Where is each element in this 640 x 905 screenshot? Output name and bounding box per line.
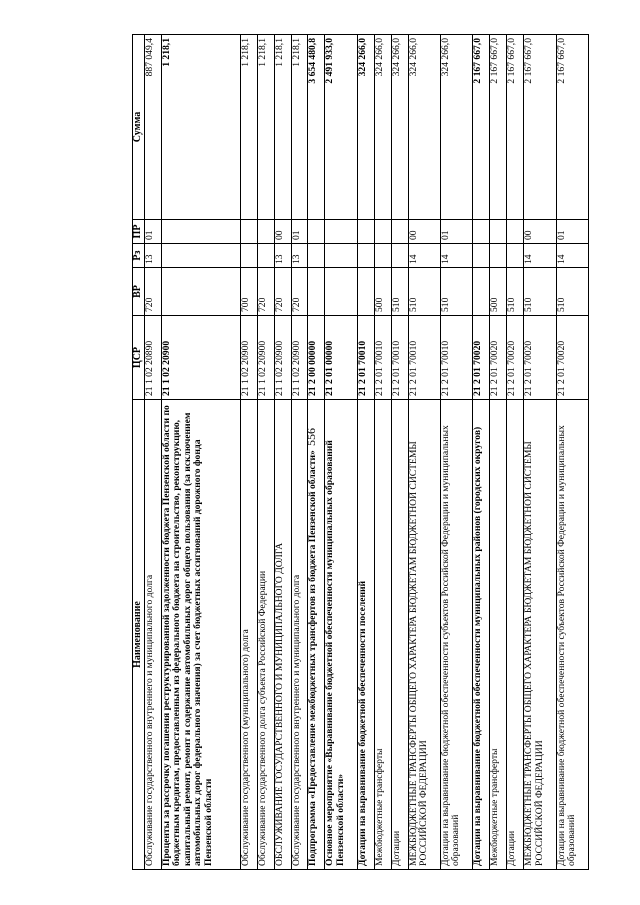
- header-sum: Сумма: [132, 35, 144, 220]
- cell-csr: 21 2 01 70020: [506, 316, 523, 400]
- header-rz: Рз: [132, 244, 144, 268]
- table-row: [440, 35, 472, 870]
- cell-rz: 14: [440, 244, 472, 268]
- cell-rz: [240, 244, 257, 268]
- cell-name: Дотации на выравнивание бюджетной обеспеченности муниципальных районов (городских округов): [472, 400, 489, 870]
- cell-sum: 1 218,1: [291, 35, 308, 220]
- cell-rz: 13: [144, 244, 161, 268]
- cell-pr: 01: [144, 220, 161, 244]
- cell-csr: 21 2 01 70010: [391, 316, 408, 400]
- table-row: [291, 35, 308, 870]
- cell-name: Обслуживание государственного (муниципального) долга: [240, 400, 257, 870]
- cell-name: Дотации: [506, 400, 523, 870]
- cell-sum: 1 218,1: [274, 35, 291, 220]
- cell-pr: [489, 220, 506, 244]
- cell-pr: [391, 220, 408, 244]
- cell-sum: 1 218,1: [240, 35, 257, 220]
- cell-vr: 510: [408, 268, 440, 316]
- table-row: [408, 35, 440, 870]
- cell-pr: 00: [408, 220, 440, 244]
- cell-name: Основное мероприятие «Выравнивание бюджетной обеспеченности муниципальных образований Пензенской области»: [324, 400, 356, 870]
- cell-csr: 21 2 01 70020: [523, 316, 555, 400]
- cell-rz: [257, 244, 274, 268]
- table-row: [240, 35, 257, 870]
- cell-vr: 720: [257, 268, 274, 316]
- header-csr: ЦСР: [132, 316, 144, 400]
- cell-rz: [324, 244, 356, 268]
- cell-rz: 14: [556, 244, 588, 268]
- cell-sum: 2 491 933,0: [324, 35, 356, 220]
- cell-sum: 324 266,0: [357, 35, 374, 220]
- page-number: 556: [304, 428, 318, 446]
- cell-csr: 21 1 02 20900: [257, 316, 274, 400]
- cell-pr: [240, 220, 257, 244]
- cell-vr: 500: [374, 268, 391, 316]
- header-pr: ПР: [132, 220, 144, 244]
- cell-vr: 720: [144, 268, 161, 316]
- cell-csr: 21 2 01 70010: [374, 316, 391, 400]
- cell-vr: 510: [523, 268, 555, 316]
- cell-sum: 2 167 667,0: [472, 35, 489, 220]
- cell-csr: 21 2 01 70020: [472, 316, 489, 400]
- cell-vr: [161, 268, 240, 316]
- cell-csr: 21 2 01 70020: [489, 316, 506, 400]
- cell-pr: [472, 220, 489, 244]
- cell-csr: 21 2 00 00000: [307, 316, 324, 400]
- cell-name: Обслуживание государственного внутреннего и муниципального долга: [144, 400, 161, 870]
- cell-name: МЕЖБЮДЖЕТНЫЕ ТРАНСФЕРТЫ ОБЩЕГО ХАРАКТЕРА БЮДЖЕТАМ БЮДЖЕТНОЙ СИСТЕМЫ РОССИЙСКОЙ ФЕДЕРАЦИИ: [408, 400, 440, 870]
- cell-rz: [161, 244, 240, 268]
- cell-sum: 887 049,4: [144, 35, 161, 220]
- cell-pr: [324, 220, 356, 244]
- cell-pr: [161, 220, 240, 244]
- cell-pr: [374, 220, 391, 244]
- cell-csr: 21 2 01 70010: [357, 316, 374, 400]
- cell-csr: 21 2 01 70020: [556, 316, 588, 400]
- cell-sum: 324 266,0: [408, 35, 440, 220]
- cell-rz: [506, 244, 523, 268]
- cell-vr: [324, 268, 356, 316]
- table-row: [472, 35, 489, 870]
- cell-sum: 2 167 667,0: [506, 35, 523, 220]
- cell-vr: 510: [506, 268, 523, 316]
- cell-csr: 21 1 02 20900: [161, 316, 240, 400]
- cell-sum: 2 167 667,0: [523, 35, 555, 220]
- cell-pr: 01: [440, 220, 472, 244]
- cell-vr: [307, 268, 324, 316]
- table-header-row: [132, 35, 144, 870]
- cell-pr: 01: [556, 220, 588, 244]
- cell-name: МЕЖБЮДЖЕТНЫЕ ТРАНСФЕРТЫ ОБЩЕГО ХАРАКТЕРА БЮДЖЕТАМ БЮДЖЕТНОЙ СИСТЕМЫ РОССИЙСКОЙ ФЕДЕРАЦИИ: [523, 400, 555, 870]
- table-row: [556, 35, 588, 870]
- cell-rz: [307, 244, 324, 268]
- cell-name: Дотации: [391, 400, 408, 870]
- cell-pr: 01: [291, 220, 308, 244]
- cell-csr: 21 1 02 20900: [274, 316, 291, 400]
- cell-name: Дотации на выравнивание бюджетной обеспеченности субъектов Российской Федерации и муниципальных образований: [556, 400, 588, 870]
- cell-pr: [357, 220, 374, 244]
- cell-sum: 324 266,0: [440, 35, 472, 220]
- cell-vr: 500: [489, 268, 506, 316]
- table-row: [391, 35, 408, 870]
- cell-sum: 2 167 667,0: [489, 35, 506, 220]
- table-row: [257, 35, 274, 870]
- cell-vr: [472, 268, 489, 316]
- cell-name: Межбюджетные трансферты: [374, 400, 391, 870]
- cell-sum: 3 654 480,8: [307, 35, 324, 220]
- cell-rz: 13: [274, 244, 291, 268]
- table-row: [324, 35, 356, 870]
- table-row: [307, 35, 324, 870]
- table-row: [489, 35, 506, 870]
- cell-vr: 720: [291, 268, 308, 316]
- cell-sum: 1 218,1: [161, 35, 240, 220]
- cell-name: Обслуживание государственного долга субъекта Российской Федерации: [257, 400, 274, 870]
- cell-name: Дотации на выравнивание бюджетной обеспеченности поселений: [357, 400, 374, 870]
- budget-table: [132, 34, 589, 870]
- cell-csr: 21 1 02 20890: [144, 316, 161, 400]
- table-row: [161, 35, 240, 870]
- header-name: Наименование: [132, 400, 144, 870]
- table-row: [374, 35, 391, 870]
- cell-pr: 00: [274, 220, 291, 244]
- cell-rz: [391, 244, 408, 268]
- cell-name: Обслуживание государственного внутреннего и муниципального долга: [291, 400, 308, 870]
- cell-pr: 00: [523, 220, 555, 244]
- cell-csr: 21 2 01 70010: [408, 316, 440, 400]
- cell-vr: 700: [240, 268, 257, 316]
- cell-name: ОБСЛУЖИВАНИЕ ГОСУДАРСТВЕННОГО И МУНИЦИПАЛЬНОГО ДОЛГА: [274, 400, 291, 870]
- cell-rz: 13: [291, 244, 308, 268]
- cell-vr: 510: [556, 268, 588, 316]
- table-row: [274, 35, 291, 870]
- cell-csr: 21 1 02 20900: [291, 316, 308, 400]
- table-row: [523, 35, 555, 870]
- cell-pr: [307, 220, 324, 244]
- cell-rz: 14: [523, 244, 555, 268]
- cell-rz: [374, 244, 391, 268]
- cell-sum: 1 218,1: [257, 35, 274, 220]
- cell-vr: 510: [391, 268, 408, 316]
- header-vr: ВР: [132, 268, 144, 316]
- cell-csr: 21 2 01 70010: [440, 316, 472, 400]
- budget-table-rotated: [132, 35, 589, 870]
- cell-pr: [506, 220, 523, 244]
- cell-rz: [472, 244, 489, 268]
- table-row: [506, 35, 523, 870]
- table-row: [357, 35, 374, 870]
- cell-pr: [257, 220, 274, 244]
- cell-rz: [357, 244, 374, 268]
- cell-name: Подпрограмма «Предоставление межбюджетных трансфертов из бюджета Пензенской области»: [307, 400, 324, 870]
- cell-rz: [489, 244, 506, 268]
- cell-rz: 14: [408, 244, 440, 268]
- cell-name: Межбюджетные трансферты: [489, 400, 506, 870]
- cell-vr: [357, 268, 374, 316]
- cell-name: Дотации на выравнивание бюджетной обеспеченности субъектов Российской Федерации и муниципальных образований: [440, 400, 472, 870]
- cell-name: Проценты за рассрочку погашения реструктурированной задолженности бюджета Пензенской области по бюджетным кредитам, предоставленным из федерального бюджета на строительство, реконструкцию, капитальный ремонт, ремонт и содержание автомобильных дорог общего пользования (за исключением автомобильных дорог федерального значения) за счет бюджетных ассигнований дорожного фонда Пензенской области: [161, 400, 240, 870]
- cell-sum: 324 266,0: [391, 35, 408, 220]
- cell-sum: 2 167 667,0: [556, 35, 588, 220]
- table-body: [144, 35, 588, 870]
- cell-sum: 324 266,0: [374, 35, 391, 220]
- cell-csr: 21 1 02 20900: [240, 316, 257, 400]
- table-row: [144, 35, 161, 870]
- cell-csr: 21 2 01 00000: [324, 316, 356, 400]
- cell-vr: 510: [440, 268, 472, 316]
- cell-vr: 720: [274, 268, 291, 316]
